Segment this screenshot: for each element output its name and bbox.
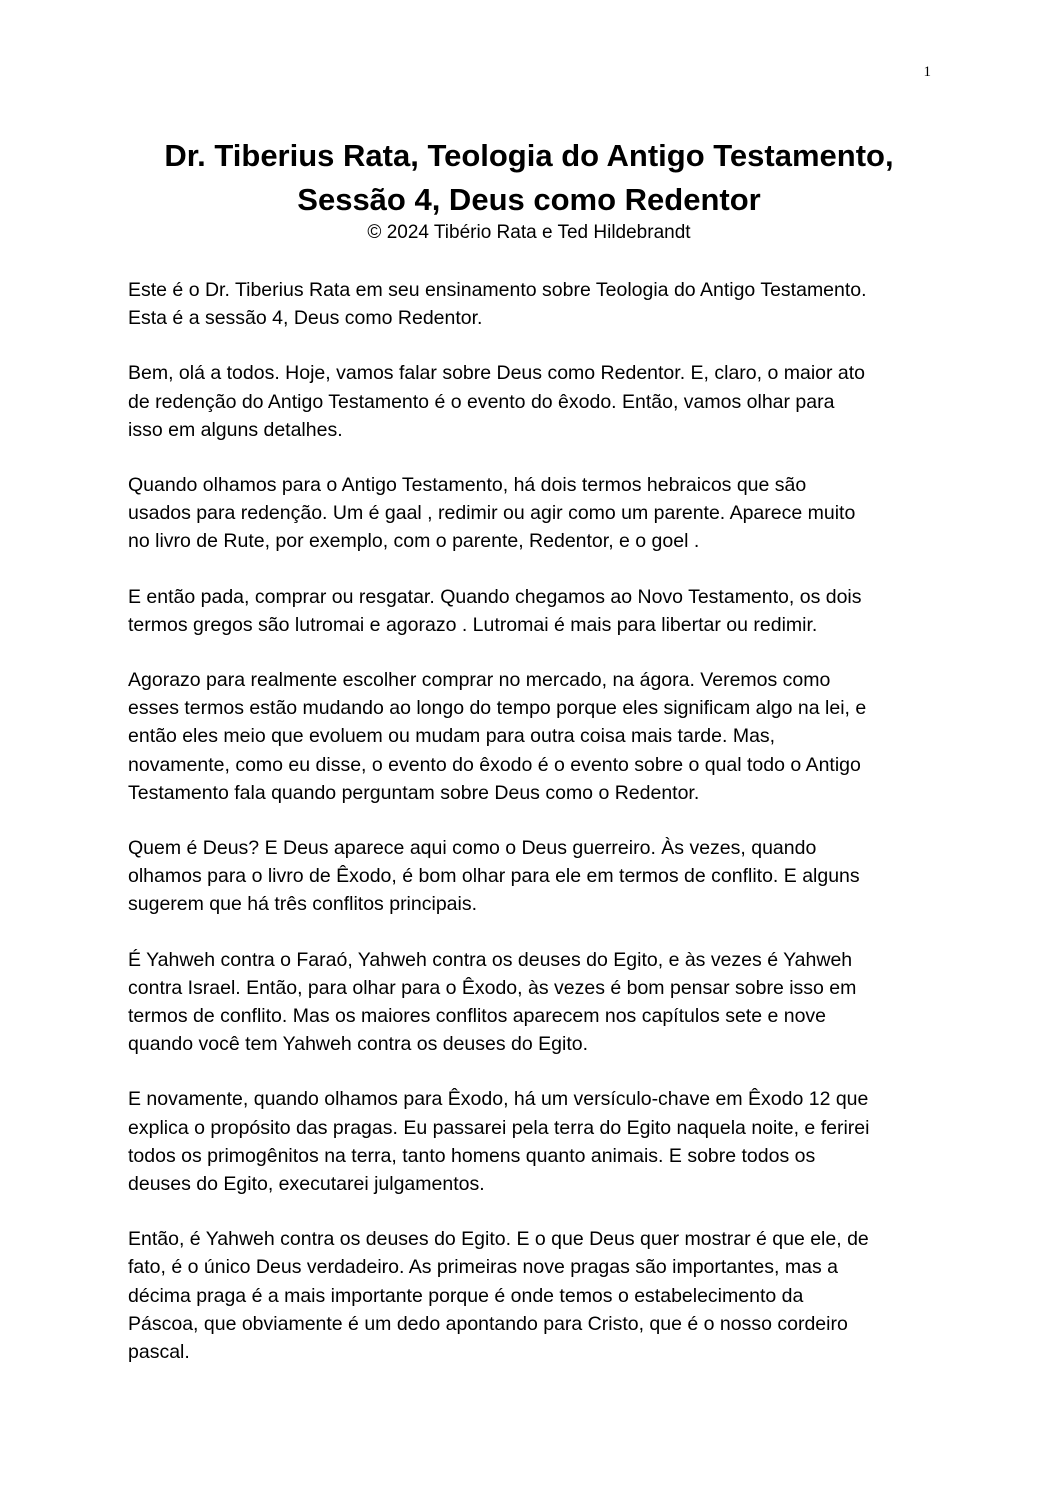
text-line: então eles meio que evoluem ou mudam para outra coisa mais tarde. Mas, — [128, 725, 776, 748]
text-line: pascal. — [128, 1341, 190, 1364]
text-line: Testamento fala quando perguntam sobre Deus como o Redentor. — [128, 781, 700, 804]
text-line: olhamos para o livro de Êxodo, é bom olhar para ele em termos de conflito. E alguns — [128, 865, 860, 888]
text-line: Páscoa, que obviamente é um dedo apontando para Cristo, que é o nosso cordeiro — [128, 1312, 848, 1335]
copyright-line: © 2024 Tibério Rata e Ted Hildebrandt — [367, 222, 691, 243]
text-line: usados para redenção. Um é gaal , redimir ou agir como um parente. Aparece muito — [128, 502, 856, 525]
text-line: termos gregos são lutromai e agorazo . Lutromai é mais para libertar ou redimir. — [128, 613, 818, 636]
paragraph — [128, 359, 932, 444]
text-line: fato, é o único Deus verdadeiro. As primeiras nove pragas são importantes, mas a — [128, 1256, 838, 1279]
text-line: Então, é Yahweh contra os deuses do Egito. E o que Deus quer mostrar é que ele, de — [128, 1228, 869, 1251]
text-line: quando você tem Yahweh contra os deuses do Egito. — [128, 1033, 589, 1056]
text-line: isso em alguns detalhes. — [128, 418, 343, 441]
page-title — [100, 134, 958, 222]
document-body — [128, 276, 932, 1393]
title-line: Dr. Tiberius Rata, Teologia do Antigo Testamento, — [164, 138, 894, 173]
text-line: Bem, olá a todos. Hoje, vamos falar sobre Deus como Redentor. E, claro, o maior ato — [128, 362, 866, 385]
text-line: todos os primogênitos na terra, tanto homens quanto animais. E sobre todos os — [128, 1144, 816, 1167]
text-line: Agorazo para realmente escolher comprar no mercado, na ágora. Veremos como — [128, 669, 831, 692]
paragraph — [128, 946, 932, 1059]
text-line: Esta é a sessão 4, Deus como Redentor. — [128, 307, 483, 330]
text-line: É Yahweh contra o Faraó, Yahweh contra os deuses do Egito, e às vezes é Yahweh — [128, 948, 853, 971]
paragraph — [128, 471, 932, 556]
paragraph — [128, 1085, 932, 1198]
text-line: E novamente, quando olhamos para Êxodo, há um versículo-chave em Êxodo 12 que — [128, 1088, 869, 1111]
paragraph — [128, 276, 932, 332]
text-line: Este é o Dr. Tiberius Rata em seu ensinamento sobre Teologia do Antigo Testamento. — [128, 279, 867, 301]
text-line: décima praga é a mais importante porque é onde temos o estabelecimento da — [128, 1284, 804, 1307]
text-line: no livro de Rute, por exemplo, com o parente, Redentor, e o goel . — [128, 530, 700, 553]
text-line: deuses do Egito, executarei julgamentos. — [128, 1173, 485, 1196]
text-line: contra Israel. Então, para olhar para o Êxodo, às vezes é bom pensar sobre isso em — [128, 976, 857, 999]
paragraph — [128, 1225, 932, 1366]
text-line: E então pada, comprar ou resgatar. Quando chegamos ao Novo Testamento, os dois — [128, 585, 862, 608]
text-line: Quem é Deus? E Deus aparece aqui como o Deus guerreiro. Às vezes, quando — [128, 837, 817, 860]
paragraph — [128, 834, 932, 919]
paragraph — [128, 583, 932, 639]
text-line: novamente, como eu disse, o evento do êxodo é o evento sobre o qual todo o Antigo — [128, 753, 861, 776]
text-line: termos de conflito. Mas os maiores conflitos aparecem nos capítulos sete e nove — [128, 1005, 827, 1028]
text-line: Quando olhamos para o Antigo Testamento, há dois termos hebraicos que são — [128, 474, 807, 497]
text-line: sugerem que há três conflitos principais. — [128, 893, 478, 916]
title-line: Sessão 4, Deus como Redentor — [297, 182, 761, 217]
text-line: esses termos estão mudando ao longo do tempo porque eles significam algo na lei, e — [128, 697, 867, 720]
page-number: 1 — [923, 64, 931, 80]
paragraph — [128, 666, 932, 807]
text-line: de redenção do Antigo Testamento é o evento do êxodo. Então, vamos olhar para — [128, 390, 835, 413]
text-line: explica o propósito das pragas. Eu passarei pela terra do Egito naquela noite, e ferirei — [128, 1116, 870, 1139]
